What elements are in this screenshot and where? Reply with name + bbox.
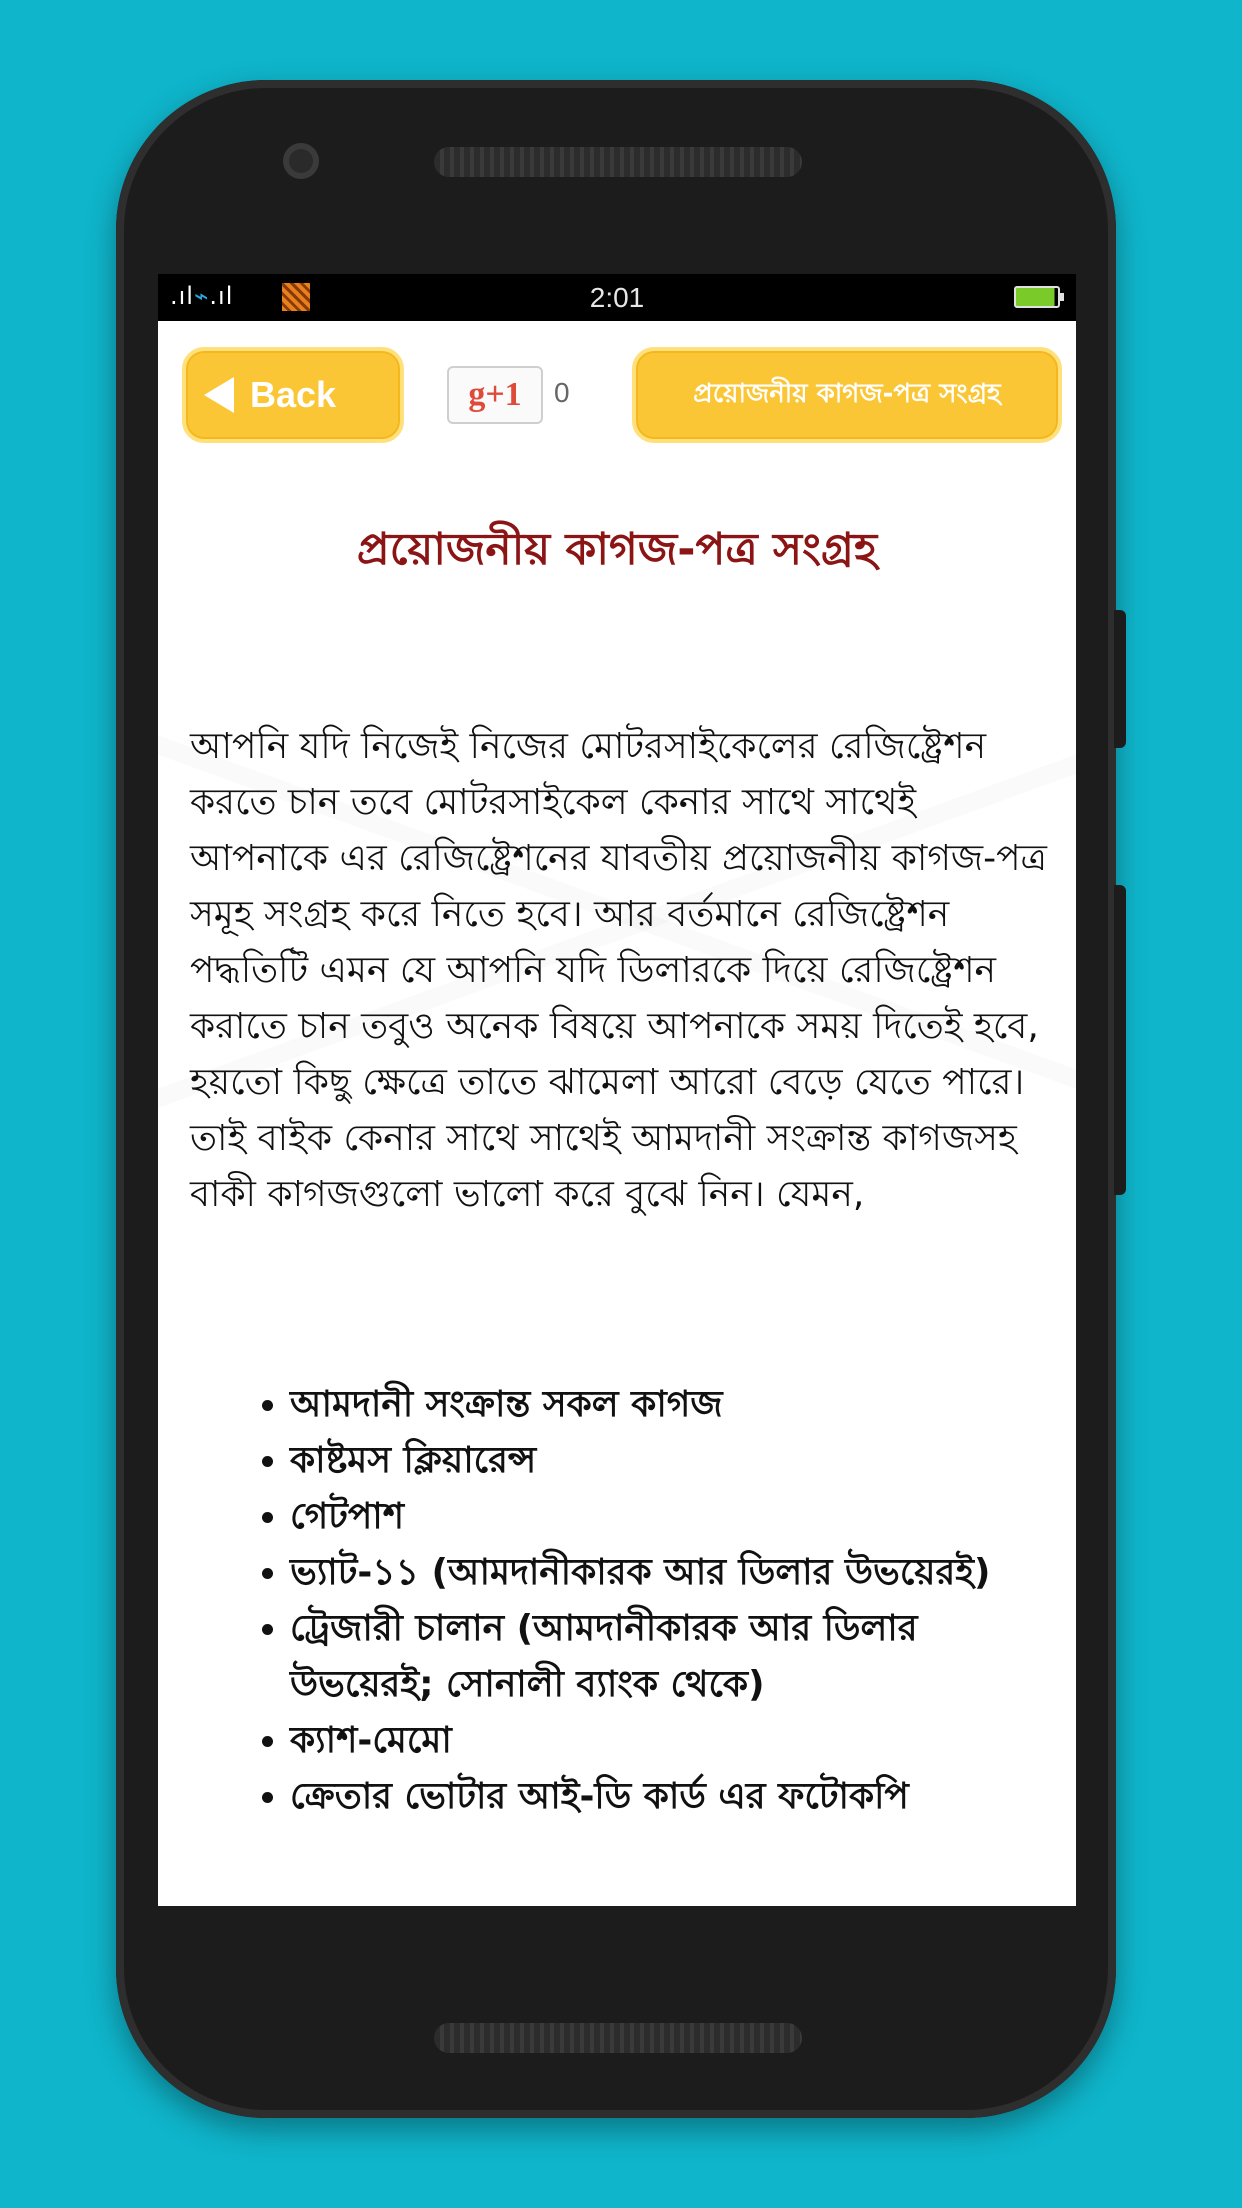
page-title: প্রয়োজনীয় কাগজ-পত্র সংগ্রহ (356, 524, 878, 575)
list-item: • গেটপাশ (290, 1489, 1060, 1545)
screen (158, 274, 1076, 1906)
list-item: • ট্রেজারী চালান (আমদানীকারক আর ডিলার উভয়েরই; সোনালী ব্যাংক থেকে) (290, 1601, 1060, 1713)
earpiece-speaker (434, 147, 802, 177)
list-item: • ক্রেতার ভোটার আই-ডি কার্ড এর ফটোকপি (290, 1769, 1060, 1825)
front-camera (283, 143, 319, 179)
list-item: • ক্যাশ-মেমো (290, 1713, 1060, 1769)
list-item: • কাষ্টমস ক্লিয়ারেন্স (290, 1433, 1060, 1489)
carrier-logo-icon: ⌁ (193, 282, 210, 310)
status-bar (158, 274, 1076, 321)
power-button (1114, 885, 1126, 1195)
content-area[interactable] (158, 321, 1076, 1906)
bottom-speaker (434, 2023, 802, 2053)
list-item: • আমদানী সংক্রান্ত সকল কাগজ (290, 1377, 1060, 1433)
list-item: • ভ্যাট-১১ (আমদানীকারক আর ডিলার উভয়েরই) (290, 1545, 1060, 1601)
google-plus-one-button[interactable]: g+1 (447, 366, 543, 424)
section-title-button[interactable]: প্রয়োজনীয় কাগজ-পত্র সংগ্রহ (632, 347, 1062, 443)
back-arrow-icon (204, 377, 234, 413)
back-button[interactable] (182, 347, 404, 443)
plus-one-count: 0 (554, 377, 570, 408)
battery-icon (1014, 286, 1060, 308)
volume-button (1114, 610, 1126, 748)
back-button-label: Back (250, 374, 337, 415)
signal-strength-icon-2: .ıl (209, 282, 234, 310)
top-toolbar (158, 321, 1076, 461)
document-list (190, 1377, 1060, 1825)
article-paragraph: আপনি যদি নিজেই নিজের মোটরসাইকেলের রেজিষ্ট্রেশন করতে চান তবে মোটরসাইকেল কেনার সাথে সাথেই আপনাকে এর রেজিষ্ট্রেশনের যাবতীয় প্রয়োজনীয় কাগজ-পত্র সমূহ সংগ্রহ করে নিতে হবে। আর বর্তমানে রেজিষ্ট্রেশন পদ্ধতিটি এমন যে আপনি যদি ডিলারকে দিয়ে রেজিষ্ট্রেশন করাতে চান তবুও অনেক বিষয়ে আপনাকে সময় দিতেই হবে, হয়তো কিছু ক্ষেত্রে তাতে ঝামেলা আরো বেড়ে যেতে পারে। তাই বাইক কেনার সাথে সাথেই আমদানী সংক্রান্ত কাগজসহ বাকী কাগজগুলো ভালো করে বুঝে নিন। যেমন, (190, 726, 1048, 1215)
clock: 2:01 (589, 282, 645, 313)
signal-strength-icon: .ıl (170, 282, 194, 310)
